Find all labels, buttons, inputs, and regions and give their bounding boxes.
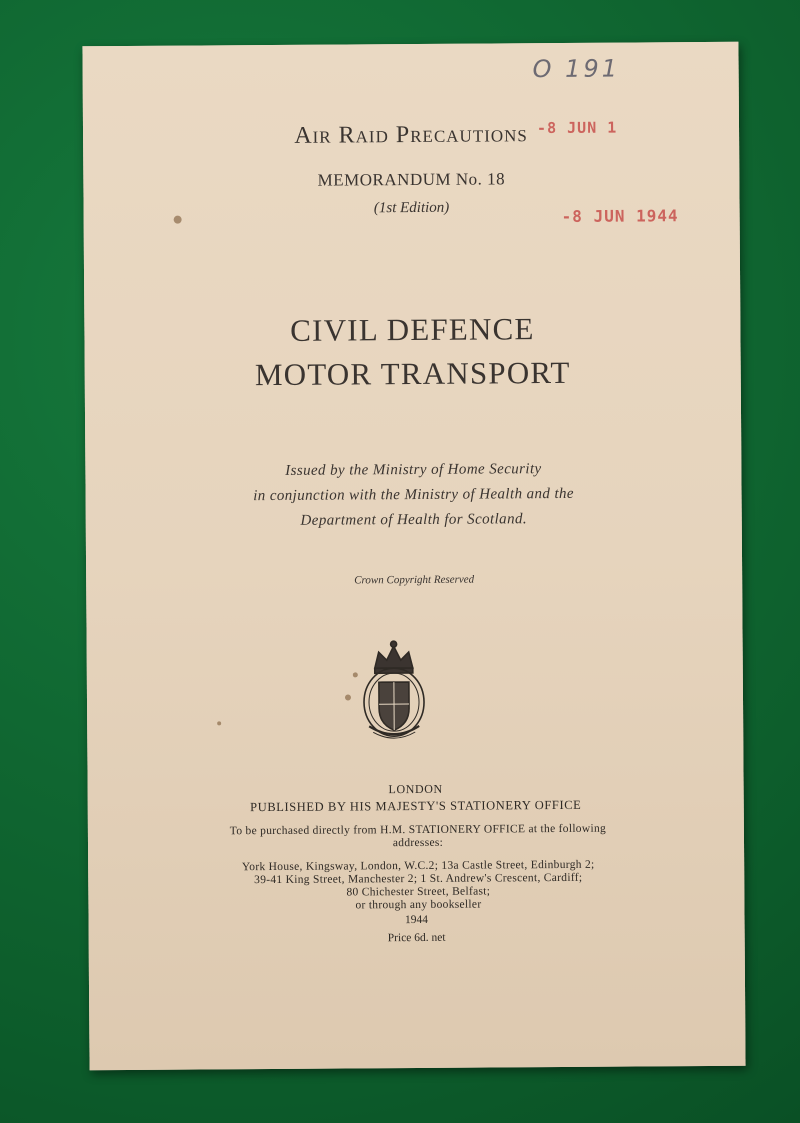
address-line-1: York House, Kingsway, London, W.C.2; 13a Castle Street, Edinburgh 2; [241, 858, 595, 874]
price: Price 6d. net [387, 931, 446, 945]
title-line-2: MOTOR TRANSPORT [254, 354, 571, 393]
stationery-office-addresses [128, 858, 708, 914]
address-line-3: 80 Chichester Street, Belfast; [346, 885, 491, 899]
handwritten-mark: O 191 [532, 54, 621, 84]
date-stamp-top: -8 JUN 1 [536, 118, 618, 138]
document-title [84, 306, 741, 399]
publication-year: 1944 [404, 913, 429, 927]
copyright-notice: Crown Copyright Reserved [354, 573, 475, 587]
address-line-4: or through any bookseller [355, 898, 482, 912]
date-stamp-bottom: -8 JUN 1944 [561, 206, 679, 226]
purchase-notice [148, 822, 688, 852]
memorandum-cover [82, 42, 745, 1071]
royal-coat-of-arms-icon [357, 638, 432, 747]
paper-spot [174, 216, 182, 224]
paper-spot [353, 672, 358, 677]
issued-line-1: Issued by the Ministry of Home Security [285, 461, 542, 479]
publication-place: LONDON [388, 781, 443, 797]
memorandum-number: MEMORANDUM No. 18 [317, 169, 506, 190]
publisher: PUBLISHED BY HIS MAJESTY'S STATIONERY OFFICE [250, 797, 582, 815]
issued-line-2: in conjunction with the Ministry of Health and the [253, 485, 575, 505]
address-line-2: 39-41 King Street, Manchester 2; 1 St. Andrew's Crescent, Cardiff; [254, 871, 583, 887]
paper-spot [217, 721, 221, 725]
title-line-1: CIVIL DEFENCE [290, 311, 535, 348]
paper-spot [345, 694, 351, 700]
purchase-line-1: To be purchased directly from H.M. STATIONERY OFFICE at the following [229, 822, 607, 838]
series-title: Air Raid Precautions [294, 121, 528, 149]
edition-label: (1st Edition) [373, 199, 450, 217]
purchase-line-2: addresses: [392, 836, 444, 850]
issuing-statement [85, 456, 742, 536]
issued-line-3: Department of Health for Scotland. [300, 511, 528, 529]
